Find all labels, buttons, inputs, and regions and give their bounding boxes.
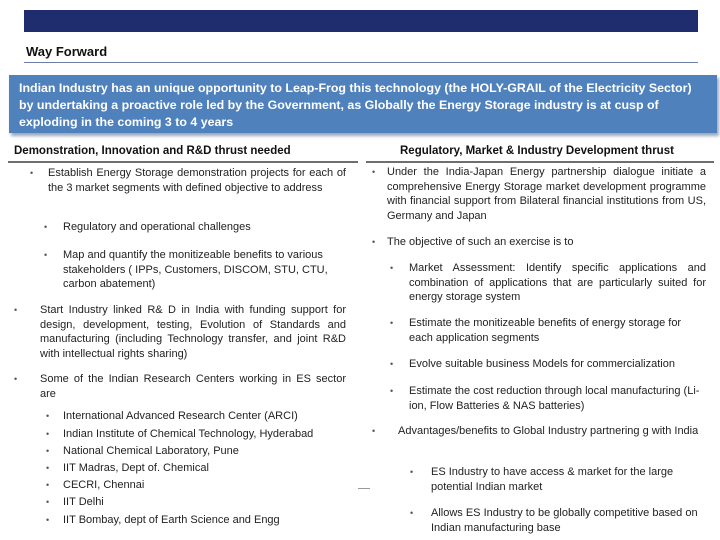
list-item: • Allows ES Industry to be globally competitive based on Indian manufacturing base <box>410 507 698 534</box>
list-item: • International Advanced Research Center (ARCI) <box>46 410 298 422</box>
list-item: • Advantages/benefits to Global Industry partnering g with India <box>372 425 699 437</box>
bullet-icon: • <box>46 411 50 421</box>
list-item: • Market Assessment: Identify specific applications and combination of applications that are particularly suited for energy storage system <box>390 262 706 303</box>
list-item: • IIT Madras, Dept of. Chemical <box>46 462 209 474</box>
list-item: • Establish Energy Storage demonstration projects for each of the 3 market segments with defined objective to address <box>30 167 346 194</box>
bullet-icon: • <box>46 515 50 525</box>
list-item: • CECRI, Chennai <box>46 479 145 491</box>
bullet-icon: • <box>30 168 34 178</box>
bullet-icon: • <box>410 508 414 518</box>
list-item: • National Chemical Laboratory, Pune <box>46 445 239 457</box>
bullet-icon: • <box>46 463 50 473</box>
bullet-icon: • <box>390 386 394 396</box>
bullet-icon: • <box>410 467 414 477</box>
bullet-icon: • <box>372 167 376 177</box>
list-item: • Some of the Indian Research Centers working in ES sector are <box>14 373 346 400</box>
bullet-icon: • <box>46 497 50 507</box>
left-column-divider <box>8 161 358 163</box>
divider <box>358 488 370 489</box>
bullet-icon: • <box>390 263 394 273</box>
bullet-icon: • <box>44 222 48 232</box>
list-item: • Map and quantify the monitizeable benefits to various stakeholders ( IPPs, Customers, DISCOM, STU, CTU, carbon abatement) <box>44 249 328 290</box>
bullet-icon: • <box>14 374 18 384</box>
left-column-title: Demonstration, Innovation and R&D thrust needed <box>14 145 291 157</box>
list-item: • The objective of such an exercise is to <box>372 236 574 248</box>
list-item: • Regulatory and operational challenges <box>44 221 251 233</box>
bullet-icon: • <box>390 359 394 369</box>
list-item: • Estimate the cost reduction through local manufacturing (Li-ion, Flow Batteries & NAS batteries) <box>390 385 700 412</box>
bullet-icon: • <box>44 250 48 260</box>
right-column-title: Regulatory, Market & Industry Development thrust <box>400 145 674 157</box>
list-item: • Evolve suitable business Models for commercialization <box>390 358 675 370</box>
bullet-icon: • <box>390 318 394 328</box>
list-item: • IIT Bombay, dept of Earth Science and Engg <box>46 514 280 526</box>
list-item: • IIT Delhi <box>46 496 104 508</box>
list-item: • Start Industry linked R& D in India with funding support for design, development, testing, Evolution of Standards and manufacturing (including Technology transfer, and joint R&D with intellectual rights sharing) <box>14 304 346 360</box>
list-item: • Under the India-Japan Energy partnership dialogue initiate a comprehensive Energy Storage market development programme with financial support from Bilateral financial institutions from US, Germany and Japan <box>372 166 706 222</box>
right-column-divider <box>366 161 714 163</box>
title-divider <box>24 62 698 63</box>
list-item: • Indian Institute of Chemical Technology, Hyderabad <box>46 428 314 440</box>
bullet-icon: • <box>46 446 50 456</box>
summary-banner: Indian Industry has an unique opportunity to Leap-Frog this technology (the HOLY-GRAIL of the Electricity Sector) by undertaking a proactive role led by the Government, as Globally the Energy Storage industry is at cusp of exploding in the coming 3 to 4 years <box>9 75 717 133</box>
title-band <box>24 10 698 32</box>
list-item: • Estimate the monitizeable benefits of energy storage for each application segments <box>390 317 682 344</box>
bullet-icon: • <box>46 429 50 439</box>
page-title: Way Forward <box>26 44 108 59</box>
list-item: • ES Industry to have access & market for the large potential Indian market <box>410 466 674 493</box>
bullet-icon: • <box>372 426 376 436</box>
bullet-icon: • <box>14 305 18 315</box>
bullet-icon: • <box>46 480 50 490</box>
bullet-icon: • <box>372 237 376 247</box>
